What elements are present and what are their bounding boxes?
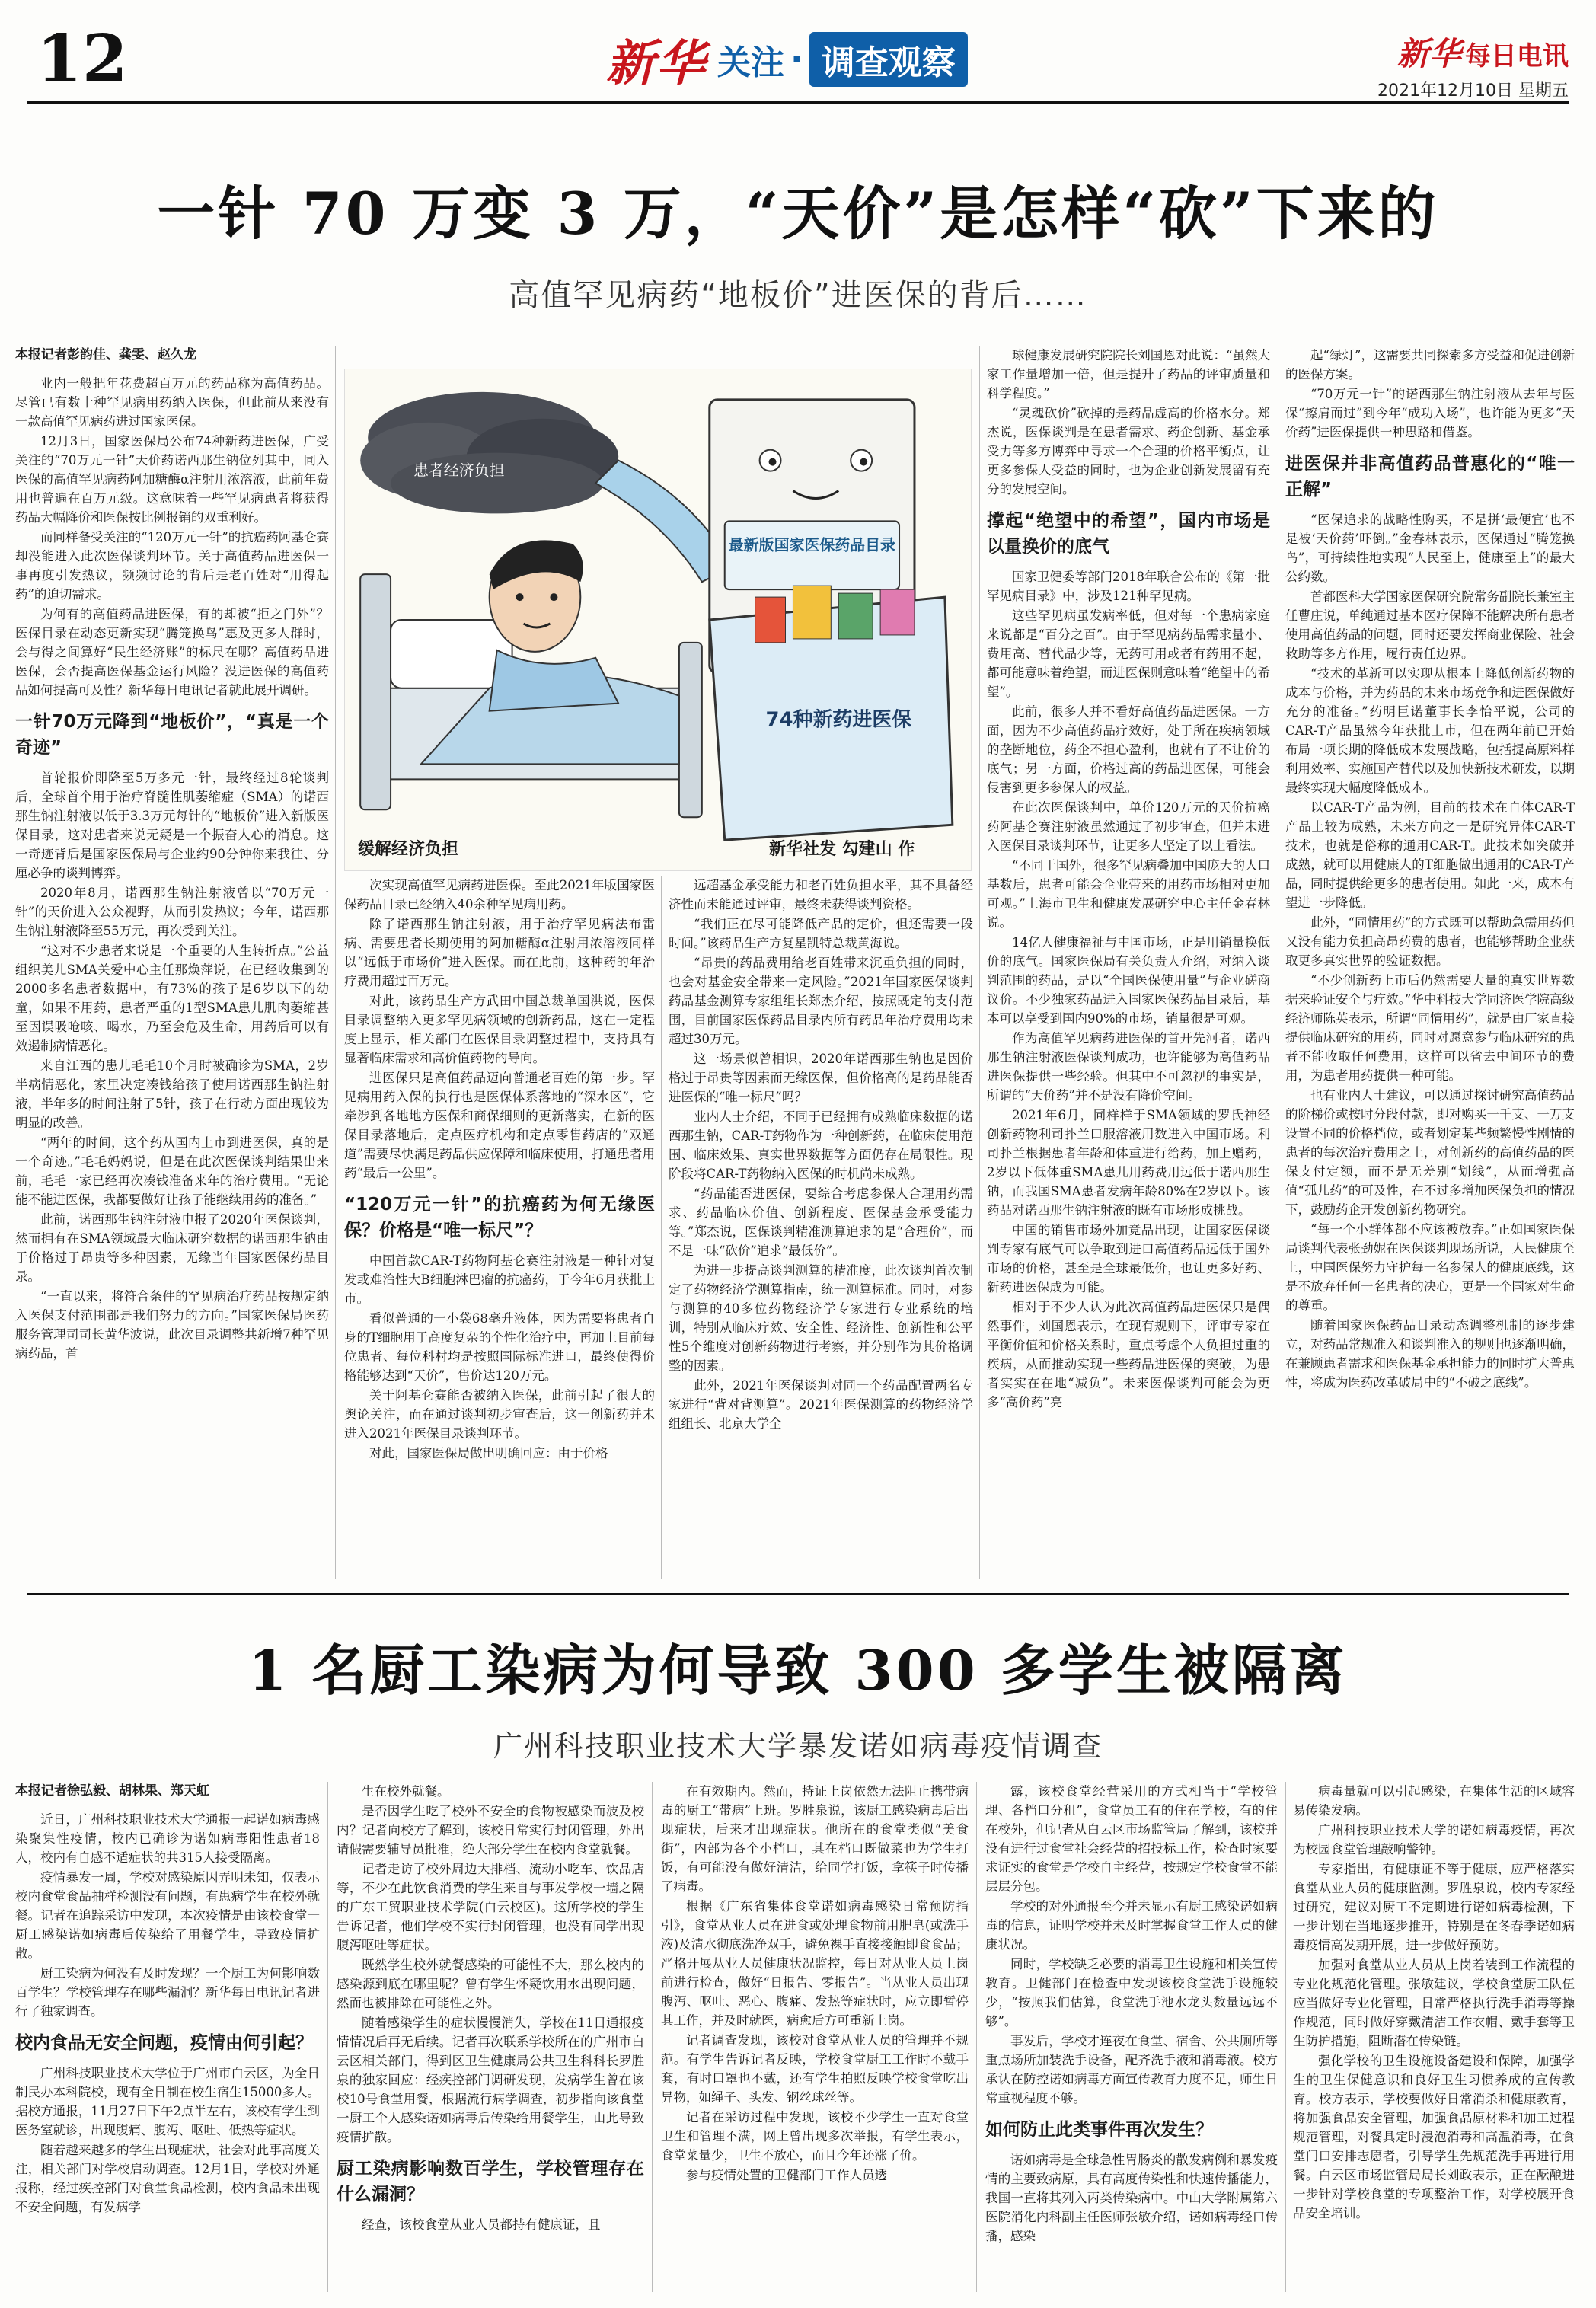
article2-col2 — [337, 1782, 644, 2292]
paragraph: 14亿人健康福祉与中国市场，正是用销量换低价的底气。国家医保局有关负责人介绍，对纳入谈判范围的药品，是以“全国医保使用量”与企业磋商议价。不少独家药品进入国家医保药品目录后，基本可以享受到国内90%的市场，销量很是可观。 — [987, 935, 1270, 1026]
paragraph: 为何有的高值药品进医保，有的却被“拒之门外”？医保目录在动态更新实现“腾笼换鸟”惠及更多人群时，会与得之间算好“民生经济账”的标尺在哪？高值药品进医保，会否提高医保基金运行风险？没进医保的高值药品如何提高可及性？新华每日电讯记者就此展开调研。 — [15, 607, 329, 698]
issue-date: 2021年12月10日 星期五 — [1377, 81, 1569, 101]
section-box: 调查观察 — [809, 32, 968, 87]
paragraph: 随着感染学生的症状慢慢消失，学校在11日通报疫情情况后再无后续。记者再次联系学校所在的广州市白云区相关部门，得到区卫生健康局公共卫生科科长罗胜泉的独家回应：经疾控部门调研发现，发病学生曾在该校10号食堂用餐，根据流行病学调查，初步指向该食堂一厨工个人感染诺如病毒后传染给用餐学生，由此导致疫情扩散。 — [337, 2016, 644, 2144]
paragraph: “不同于国外，很多罕见病叠加中国庞大的人口基数后，患者可能会企业带来的用药市场相对更加可观。”上海市卫生和健康发展研究中心主任金春林说。 — [987, 858, 1270, 930]
article1-subheadline: 高值罕见病药“地板价”进医保的背后…… — [509, 278, 1087, 313]
masthead — [27, 21, 1569, 101]
article-separator — [27, 1593, 1569, 1595]
paragraph: 2020年8月，诺西那生钠注射液曾以“70万元一针”的天价进入公众视野，从而引发热议；今年，诺西那生钠注射液降至55万元，再次受到关注。 — [15, 886, 329, 938]
paragraph: 强化学校的卫生设施设备建设和保障，加强学生的卫生保健意识和良好卫生习惯养成的宣传教育。校方表示，学校要做好日常消杀和健康教育，将加强食品安全管理，加强食品原材料和加工过程规范管理，对餐具定时浸泡消毒和高温消毒，在食堂门口安排志愿者，引导学生先规范洗手再进行用餐。白云区市场监管局局长刘政表示，正在酝酿进一步针对学校食堂的专项整治工作，对学校展开食品安全培训。 — [1293, 2054, 1575, 2220]
paragraph: 而同样备受关注的“120万元一针”的抗癌药阿基仑赛却没能进入此次医保谈判环节。关于高值药品进医保一事再度引发热议，频频讨论的背后是老百姓对“用得起药”的迫切需求。 — [15, 530, 329, 602]
paragraph: 作为高值罕见病药进医保的首开先河者，诺西那生钠注射液医保谈判成功，也许能够为高值药品进医保提供一些经验。但其中不可忽视的事实是，所谓的“天价药”并不是没有降价空间。 — [987, 1031, 1270, 1103]
article1-col3 — [669, 876, 973, 1579]
paper-title — [1377, 29, 1569, 101]
illustration-caption: 缓解经济负担 — [358, 840, 459, 859]
paragraph: “不少创新药上市后仍然需要大量的真实世界数据来验证安全与疗效。”华中科技大学同济医学院高级经济师陈英表示，所谓“同情用药”，就是由厂家直接提供临床研究的用药，同时对愿意参与临床研究的患者不能收取任何费用，这样可以省去中间环节的费用，为患者用药提供一种可能。 — [1285, 973, 1575, 1083]
paragraph: 除了诺西那生钠注射液，用于治疗罕见病法布雷病、需要患者长期使用的阿加糖酶α注射用浓溶液同样以“远低于市场价”进入医保。而在此前，这种药的年治疗费用超过百万元。 — [344, 917, 655, 988]
paragraph: 记者在采访过程中发现，该校不少学生一直对食堂卫生和管理不满，网上曾出现多次举报，有学生表示，食堂菜量少，卫生不放心，而且今年还涨了价。 — [661, 2110, 969, 2163]
paragraph: 这些罕见病虽发病率低，但对每一个患病家庭来说都是“百分之百”。由于罕见病药品需求量小、费用高、替代品少等，无药可用或者有药用不起，都可能意味着绝望，而进医保则意味着“绝望中的希望”。 — [987, 608, 1270, 699]
paragraph: “灵魂砍价”砍掉的是药品虚高的价格水分。郑杰说，医保谈判是在患者需求、药企创新、基金承受力等多方博弈中寻求一个合理的价格平衡点，让更多参保人受益的同时，也为企业创新发展留有充分的发展空间。 — [987, 406, 1270, 496]
cartoon-illustration — [345, 369, 971, 870]
section-name: 关注 — [717, 43, 784, 82]
cloud-label: 患者经济负担 — [413, 461, 505, 480]
paragraph: “技术的革新可以实现从根本上降低创新药物的成本与价格，并为药品的未来市场竞争和进医保做好充分的准备。”药明巨诺董事长李怡平说，公司的CAR-T产品虽然今年获批上市，但在两年前已开始布局一项长期的降低成本发展战略，包括提高原料样利用效率、实施国产替代以及加快新技术研发，以期最终实现大幅度降低成本。 — [1285, 666, 1575, 795]
paragraph: “一直以来，将符合条件的罕见病治疗药品按规定纳入医保支付范围都是我们努力的方向。”国家医保局医药服务管理司司长黄华波说，此次目录调整共新增7种罕见病药品，首 — [15, 1289, 329, 1361]
paragraph: “药品能否进医保，要综合考虑参保人合理用药需求、药品临床价值、创新程度、医保基金承受能力等。”郑杰说，医保谈判精准测算追求的是“合理价”，而不是一味“砍价”追求“最低价”。 — [669, 1186, 973, 1258]
paragraph: 这一场景似曾相识，2020年诺西那生钠也是因价格过于昂贵等因素而无缘医保，但价格高的是药品能否进医保的“唯一标尺”吗？ — [669, 1052, 973, 1104]
paper-brand: 新华 — [1396, 35, 1461, 72]
paragraph: 对此，该药品生产方武田中国总裁单国洪说，医保目录调整纳入更多罕见病领域的创新药品，这在一定程度上显示，相关部门在医保目录调整过程中，支持具有显著临床需求和高价值药物的导向。 — [344, 994, 655, 1065]
paragraph: 次实现高值罕见病药进医保。至此2021年版国家医保药品目录已经纳入40余种罕见病用药。 — [344, 878, 655, 911]
paragraph: 远超基金承受能力和老百姓负担水平，其不具备经济性而未能通过评审，最终未获得谈判资格。 — [669, 878, 973, 911]
paragraph: 首轮报价即降至5万多元一针，最终经过8轮谈判后，全球首个用于治疗脊髓性肌萎缩症（SMA）的诺西那生钠注射液以低于3.3万元每针的“地板价”进入新版医保目录，这对患者来说无疑是一个振奋人心的消息。这一奇迹背后是国家医保局与企业约90分钟你来我往、分厘必争的谈判博弈。 — [15, 771, 329, 880]
article2-subhead: 如何防止此类事件再次发生？ — [985, 2120, 1213, 2140]
section-dot: · — [790, 40, 803, 79]
paragraph: 业内人士介绍，不同于已经拥有成熟临床数据的诺西那生钠，CAR-T药物作为一种创新药，在临床使用范围、临床效果、真实世界数据等方面仍存在局限性。现阶段将CAR-T药物纳入医保的时机尚未成熟。 — [669, 1109, 973, 1181]
paragraph: 进医保只是高值药品迈向普通老百姓的第一步。罕见病用药入保的执行也是医保体系落地的“深水区”，它牵涉到各地地方医保和商保细则的更新落实，在新的医保目录落地后，定点医疗机构和定点零售药店的“双通道”需要尽快满足药品供应保障和临床使用，打通患者用药“最后一公里”。 — [344, 1071, 655, 1180]
paragraph: 学校的对外通报至今并未显示有厨工感染诺如病毒的信息，证明学校并未及时掌握食堂工作人员的健康状况。 — [985, 1899, 1278, 1952]
paragraph: 根据《广东省集体食堂诺如病毒感染日常预防指引》，食堂从业人员在进食或处理食物前用肥皂(或洗手液)及清水彻底洗净双手，避免裸手直接接触即食食品；严格开展从业人员健康状况监控，每日对从业人员上岗前进行检查，做好“日报告、零报告”。当从业人员出现腹泻、呕吐、恶心、腹痛、发热等症状时，应立即暂停其工作，并及时就医，病愈后方可重新上岗。 — [661, 1899, 969, 2028]
paragraph: 在此次医保谈判中，单价120万元的天价抗癌药阿基仑赛注射液虽然通过了初步审查，但并未进入医保目录谈判环节，让更多人坚定了以上看法。 — [987, 800, 1270, 853]
paragraph: 此前，很多人并不看好高值药品进医保。一方面，因为不少高值药品疗效好，处于所在疾病领域的垄断地位，药企不担心盈利，也就有了不让价的底气；另一方面，价格过高的药品进医保，可能会侵害到更多参保人的权益。 — [987, 704, 1270, 795]
article2-subheadline: 广州科技职业技术大学暴发诺如病毒疫情调查 — [493, 1729, 1103, 1763]
paragraph: “两年的时间，这个药从国内上市到进医保，真的是一个奇迹。”毛毛妈妈说，但是在此次医保谈判结果出来前，毛毛一家已经再次凑钱准备来年的治疗费用。“无论能不能进医保，我都要做好让孩子能继续用药的准备。” — [15, 1135, 329, 1207]
paragraph: “昂贵的药品费用给老百姓带来沉重负担的同时，也会对基金安全带来一定风险。”2021年国家医保谈判药品基金测算专家组组长郑杰介绍，按照既定的支付范围，目前国家医保药品目录内所有药品年治疗费用均未超过30万元。 — [669, 956, 973, 1046]
paragraph: 以CAR-T产品为例，目前的技术在自体CAR-T产品上较为成熟，未来方向之一是研究异体CAR-T技术，也就是俗称的通用CAR-T。此技术如突破并成熟，就可以用健康人的T细胞做出通用的CAR-T产品，同时提供给更多的患者使用。如此一来，成本有望进一步降低。 — [1285, 800, 1575, 910]
section-title — [606, 30, 968, 92]
paragraph: 此外，“同情用药”的方式既可以帮助急需用药但又没有能力负担高昂药费的患者，也能够帮助企业获取更多真实世界的验证数据。 — [1285, 915, 1575, 968]
column-divider — [652, 1782, 653, 2292]
brand-logo: 新华 — [606, 35, 707, 92]
page-number: 12 — [37, 21, 128, 97]
paragraph: 关于阿基仑赛能否被纳入医保，此前引起了很大的舆论关注，而在通过谈判初步审查后，这一创新药并未进入2021年医保目录谈判环节。 — [344, 1388, 655, 1441]
paragraph: 经查，该校食堂从业人员都持有健康证，且 — [362, 2217, 601, 2232]
article2-col4 — [985, 1782, 1278, 2292]
paragraph: 诺如病毒是全球急性胃肠炎的散发病例和暴发疫情的主要致病原，具有高度传染性和快速传播能力，我国一直将其列入丙类传染病中。中山大学附属第六医院消化内科副主任医师张敏介绍，诺如病毒经口传播，感染 — [985, 2153, 1278, 2243]
paragraph: “这对不少患者来说是一个重要的人生转折点。”公益组织美儿SMA关爱中心主任那焕萍说，在已经收集到的2000多名患者数据中，有73%的孩子是6岁以下的幼童，如果不用药，患者严重的1型SMA患儿肌肉萎缩甚至因误吸呛咳、喝水，乃至会危及生命，用药后可以有效遏制病情恶化。 — [15, 943, 329, 1053]
paragraph: 记者调查发现，该校对食堂从业人员的管理并不规范。有学生告诉记者反映，学校食堂厨工工作时不戴手套，有时口罩也不戴，还有学生拍照反映学校食堂吃出异物，如绳子、头发、钢丝球丝等。 — [661, 2033, 969, 2105]
article2-col1 — [15, 1782, 320, 2292]
paragraph: 广州科技职业技术大学位于广州市白云区，为全日制民办本科院校，现有全日制在校生宿生15000多人。据校方通报，11月27日下午2点半左右，该校有学生到医务室就诊，出现腹痛、腹泻、呕吐、低热等症状。 — [15, 2066, 320, 2137]
storm-cloud — [360, 392, 618, 514]
paragraph: 看似普通的一小袋68毫升液体，因为需要将患者自身的T细胞用于高度复杂的个性化治疗中，再加上目前每位患者、每位科村均是按照国际标准进口，最终使得价格能够达到“天价”，售价达120万元。 — [344, 1311, 655, 1383]
paragraph: 中国首款CAR-T药物阿基仑赛注射液是一种针对复发或难治性大B细胞淋巴瘤的抗癌药，于今年6月获批上市。 — [344, 1253, 655, 1306]
paragraph: 疫情暴发一周，学校对感染原因弄明未知，仅表示校内食堂食品抽样检测没有问题，有患病学生在校外就餐。记者在追踪采访中发现，本次疫情是由该校食堂一厨工感染诺如病毒后传染给了用餐学生，导致疫情扩散。 — [15, 1870, 320, 1961]
paragraph: 首都医科大学国家医保研究院常务副院长兼室主任曹庄说，单纯通过基本医疗保障不能解决所有患者使用高值药品的问题，同时还要发挥商业保险、社会救助等多方作用，履行责任边界。 — [1285, 589, 1575, 661]
illustration — [344, 369, 972, 871]
article2-subhead: 校内食品无安全问题，疫情由何引起？ — [15, 2033, 313, 2053]
bag-label: 74种新药进医保 — [765, 708, 912, 732]
paragraph: “每一个小群体都不应该被放弃。”正如国家医保局谈判代表张劲妮在医保谈判现场所说，人民健康至上，中国医保努力守护每一名参保人的健康底线，这是不放弃任何一名患者的决心，更是一个国家对生命的尊重。 — [1285, 1222, 1575, 1313]
article1-subhead: 撑起“绝望中的希望”，国内市场是以量换价的底气 — [987, 511, 1270, 557]
article1-subhead: 一针70万元降到“地板价”，“真是一个奇迹” — [15, 712, 329, 758]
paragraph: 随着国家医保药品目录动态调整机制的逐步建立，对药品常规准入和谈判准入的规则也逐渐明确，在兼顾患者需求和医保基金承担能力的同时扩大普惠性，将成为医药改革破局中的“不破之底线”。 — [1285, 1318, 1575, 1390]
paragraph: 12月3日，国家医保局公布74种新药进医保，广受关注的“70万元一针”天价药诺西那生钠位列其中，同入医保的高值罕见病药阿加糖酶α注射用浓溶液，此前年费用也普遍在百万元级。这意味着一些罕见病患者将获得药品大幅降价和医保按比例报销的双重利好。 — [15, 434, 329, 525]
paragraph: “我们正在尽可能降低产品的定价，但还需要一段时间。”该药品生产方复星凯特总裁黄海说。 — [669, 917, 973, 950]
article2-col5 — [1293, 1782, 1575, 2292]
paragraph: “70万元一针”的诺西那生钠注射液从去年与医保“擦肩而过”到今年“成功入场”，也许能为更多“天价药”进医保提供一种思路和借鉴。 — [1285, 387, 1575, 439]
article1-col4 — [987, 346, 1270, 1579]
paragraph: 是否因学生吃了校外不安全的食物被感染而波及校内？记者向校方了解到，该校日常实行封闭管理，外出请假需要辅导员批准，绝大部分学生在校内食堂就餐。 — [337, 1804, 644, 1856]
paragraph: 生在校外就餐。 — [362, 1784, 450, 1799]
paragraph: 专家指出，有健康证不等于健康，应严格落实食堂从业人员的健康监测。罗胜泉说，校内专家经过研究，建议对厨工不定期进行诺如病毒检测，下一步计划在当地逐步推开，特别是在冬春季诺如病毒疫情高发期开展，进一步做好预防。 — [1293, 1862, 1575, 1952]
paragraph: 在有效期内。然而，持证上岗依然无法阻止携带病毒的厨工“带病”上班。罗胜泉说，该厨工感染病毒后出现症状，后来才出现症状。他所在的食堂类似“美食街”，内部为各个小档口，其在档口既做菜也为学生打饭，有可能没有做好清洁，给同学打饭，拿筷子时传播了病毒。 — [661, 1784, 969, 1894]
paragraph: 球健康发展研究院院长刘国恩对此说：“虽然大家工作量增加一倍，但是提升了药品的评审质量和科学程度。” — [987, 348, 1270, 401]
paragraph: 既然学生校外就餐感染的可能性不大，那么校内的感染源到底在哪里呢？曾有学生怀疑饮用水出现问题，然而也被排除在可能性之外。 — [337, 1958, 644, 2010]
paragraph: 厨工染病为何没有及时发现？一个厨工为何影响数百学生？学校管理存在哪些漏洞？新华每日电讯记者进行了独家调查。 — [15, 1966, 320, 2019]
paragraph: 中国的销售市场外加竞品出现，让国家医保谈判专家有底气可以争取到进口高值药品远低于国外市场的价格，甚至是全球最低价，也让更多好药、新药进医保成为可能。 — [987, 1223, 1270, 1294]
article1-subhead: “120万元一针”的抗癌药为何无缘医保？价格是“唯一标尺”？ — [344, 1195, 655, 1240]
article2-headline: 1 名厨工染病为何导致 300 多学生被隔离 — [248, 1638, 1348, 1703]
article1-col2 — [344, 876, 655, 1579]
paragraph: 此外，2021年医保谈判对同一个药品配置两名专家进行“背对背测算”。2021年医保测算的药物经济学组组长、北京大学全 — [669, 1378, 973, 1431]
column-divider — [335, 346, 336, 1579]
article1-byline: 本报记者彭韵佳、龚雯、赵久龙 — [15, 347, 196, 362]
paragraph: 起“绿灯”，这需要共同探索多方受益和促进创新的医保方案。 — [1285, 348, 1575, 381]
patient — [490, 540, 618, 710]
paragraph: 也有业内人士建议，可以通过探讨研究高值药品的阶梯价或按时分段付款，即对购买一千支、一万支设置不同的价格档位，或者划定某些频繁慢性剧情的患者的每次治疗费用之上，对创新药的高值药品的医保支付定额，而不是无差别“划线”，从而增强高值“孤儿药”的可及性，在不过多增加医保负担的情况下，鼓励药企开发创新药物研究。 — [1285, 1088, 1575, 1217]
paragraph: 广州科技职业技术大学的诺如病毒疫情，再次为校园食堂管理敲响警钟。 — [1293, 1823, 1575, 1856]
paragraph: 业内一般把年花费超百万元的药品称为高值药品。尽管已有数十种罕见病用药纳入医保，但此前从来没有一款高值罕见病药进过国家医保。 — [15, 376, 329, 429]
paragraph: 参与疫情处置的卫健部门工作人员透 — [686, 2168, 887, 2182]
paragraph: 加强对食堂从业人员从上岗着装到工作流程的专业化规范化管理。张敏建议，学校食堂厨工队伍应当做好专业化管理，日常严格执行洗手消毒等操作规范，同时做好穿戴清洁工作衣帽、戴手套等卫生防护措施，阻断潜在传染链。 — [1293, 1958, 1575, 2048]
paragraph: “医保追求的战略性购买，不是拼‘最便宜’也不是被‘天价药’吓倒。”金春林表示，医保通过“腾笼换鸟”，可持续性地实现“人民至上，健康至上”的最大公约数。 — [1285, 512, 1575, 584]
column-divider — [1285, 1782, 1286, 2292]
book-title: 最新版国家医保药品目录 — [728, 536, 895, 554]
paragraph: 相对于不少人认为此次高值药品进医保只是偶然事件，刘国恩表示，在现有规则下，评审专家在平衡价值和价格关系时，重点考虑个人负担过重的疾病，从而推动实现一些药品进医保的突破，为患者实实在在地“减负”。未来医保谈判可能会为更多“高价药”亮 — [987, 1300, 1270, 1409]
paragraph: 此前，诺西那生钠注射液申报了2020年医保谈判，然而拥有在SMA领域最大临床研究数据的诺西那生钠由于价格过于昂贵等多种因素，无缘当年国家医保药品目录。 — [15, 1212, 329, 1284]
paragraph: 同时，学校缺乏必要的消毒卫生设施和相关宣传教育。卫健部门在检查中发现该校食堂洗手设施较少，“按照我们估算，食堂洗手池水龙头数量远远不够”。 — [985, 1957, 1278, 2029]
paragraph: 近日，广州科技职业技术大学通报一起诺如病毒感染聚集性疫情，校内已确诊为诺如病毒阳性患者18人，校内有自感不适症状的共315人接受隔离。 — [15, 1812, 320, 1865]
paragraph: 对此，国家医保局做出明确回应：由于价格 — [369, 1446, 608, 1460]
article1-headline: 一针 70 万变 3 万，“天价”是怎样“砍”下来的 — [157, 180, 1439, 247]
article1-subhead: 进医保并非高值药品普惠化的“唯一正解” — [1285, 454, 1575, 500]
masthead-rule — [27, 101, 1569, 104]
article2-subhead: 厨工染病影响数百学生，学校管理存在什么漏洞？ — [337, 2159, 644, 2204]
illustration-credit: 新华社发 勾建山 作 — [769, 840, 915, 859]
paragraph: 病毒量就可以引起感染，在集体生活的区域容易传染发病。 — [1293, 1784, 1575, 1818]
paragraph: 来自江西的患儿毛毛10个月时被确诊为SMA，2岁半病情恶化，家里决定凑钱给孩子使用诺西那生钠注射液，半年多的时间注射了5针，孩子在行动方面出现较为明显的改善。 — [15, 1058, 329, 1130]
paragraph: 为进一步提高谈判测算的精准度，此次谈判首次制定了药物经济学测算指南，统一测算标准。同时，对参与测算的40多位药物经济学专家进行专业系统的培训，特别从临床疗效、安全性、经济性、创新性和公平性5个维度对创新药物进行考察，并分别作为其价格调整的因素。 — [669, 1263, 973, 1373]
paragraph: 露，该校食堂经营采用的方式相当于“学校管理、各档口分租”，食堂员工有的住在学校，有的住在校外，但记者从白云区市场监管局了解到，该校并没有进行过食堂社会经营的招投标工作，检查时家要求证实的食堂是学校自主经营，按规定学校食堂不能层层分包。 — [985, 1784, 1278, 1894]
paragraph: 2021年6月，同样样于SMA领域的罗氏神经创新药物利司扑兰口服溶液用数进入中国市场。利司扑兰根据患者年龄和体重进行给药，加上赠药，2岁以下低体重SMA患儿用药费用远低于诺西那生钠，而我国SMA患者发病年龄80%在2岁以下。该药品对诺西那生钠注射液的既有市场形成挑战。 — [987, 1108, 1270, 1218]
paragraph: 随着越来越多的学生出现症状，社会对此事高度关注，相关部门对学校启动调查。12月1日，学校对外通报称，经过疾控部门对食堂食品检测，校内食品未出现不安全问题，有发病学 — [15, 2143, 320, 2214]
article2-byline: 本报记者徐弘毅、胡林果、郑天虹 — [15, 1783, 209, 1799]
paragraph: 国家卫健委等部门2018年联合公布的《第一批罕见病目录》中，涉及121种罕见病。 — [987, 570, 1270, 603]
column-divider — [661, 876, 662, 1579]
paragraph: 记者走访了校外周边大排档、流动小吃车、饮品店等，不少在此饮食消费的学生来自与事发学校一墙之隔的广东工贸职业技术学院(白云校区)。这所学校的学生告诉记者，他们学校不实行封闭管理，也没有同学出现腹泻呕吐等症状。 — [337, 1862, 644, 1952]
column-divider — [327, 1782, 328, 2292]
paper-name: 每日电讯 — [1465, 41, 1569, 72]
article2-col3 — [661, 1782, 969, 2292]
column-divider — [976, 1782, 977, 2292]
article1-col1 — [15, 346, 329, 1579]
column-divider — [979, 346, 980, 1579]
paragraph: 事发后，学校才连夜在食堂、宿舍、公共厕所等重点场所加装洗手设备，配齐洗手液和消毒液。校方承认在防控诺如病毒方面宣传教育力度不足，师生日常重视程度不够。 — [985, 2034, 1278, 2105]
article1-col5 — [1285, 346, 1575, 1579]
